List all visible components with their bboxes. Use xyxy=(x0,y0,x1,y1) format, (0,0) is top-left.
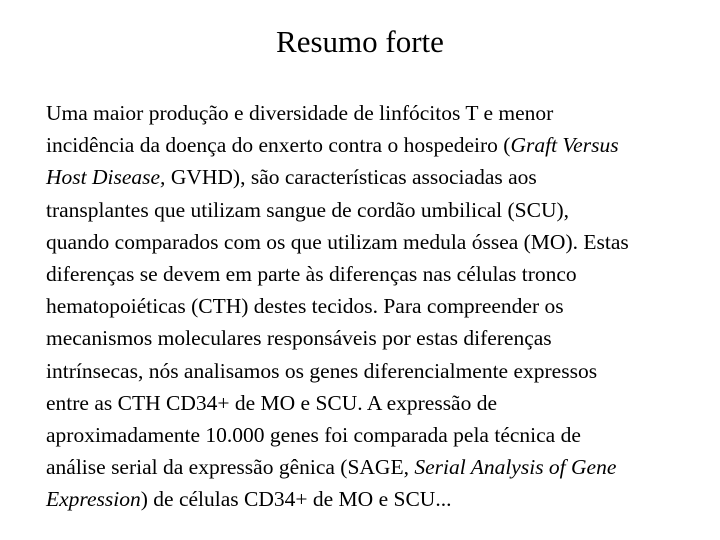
paragraph-line xyxy=(46,322,706,354)
paragraph-line xyxy=(46,290,706,322)
paragraph-line xyxy=(46,129,706,161)
italic-term: Host Disease, xyxy=(46,165,166,190)
text-run: ) de células CD34+ de MO e SCU... xyxy=(140,487,452,512)
text-run: quando comparados com os que utilizam medula óssea (MO). Estas xyxy=(46,229,629,254)
paragraph-line xyxy=(46,194,706,226)
text-run: aproximadamente 10.000 genes foi comparada pela técnica de xyxy=(46,423,581,448)
paragraph-line xyxy=(46,419,706,451)
slide-title: Resumo forte xyxy=(276,24,444,59)
text-run: hematopoiéticas (CTH) destes tecidos. Para compreender os xyxy=(46,294,564,319)
text-run: mecanismos moleculares responsáveis por estas diferenças xyxy=(46,326,552,351)
paragraph-line xyxy=(46,387,706,419)
paragraph-line xyxy=(46,483,706,515)
paragraph-line xyxy=(46,226,706,258)
text-run: análise serial da expressão gênica (SAGE, xyxy=(46,455,415,480)
text-run: transplantes que utilizam sangue de cordão umbilical (SCU), xyxy=(46,197,570,222)
italic-term: Expression xyxy=(46,487,141,512)
paragraph-line xyxy=(46,355,706,387)
paragraph-line xyxy=(46,451,706,483)
paragraph-line xyxy=(46,97,706,129)
text-run: entre as CTH CD34+ de MO e SCU. A expressão de xyxy=(46,390,498,415)
abstract-paragraph xyxy=(46,97,706,516)
text-run: intrínsecas, nós analisamos os genes diferencialmente expressos xyxy=(46,358,598,383)
text-run: incidência da doença do enxerto contra o hospedeiro ( xyxy=(46,133,511,158)
italic-term: Serial Analysis of Gene xyxy=(414,455,617,480)
text-run: Uma maior produção e diversidade de linfócitos T e menor xyxy=(46,101,554,125)
paragraph-line xyxy=(46,258,706,290)
italic-term: Graft Versus xyxy=(510,133,619,158)
paragraph-line xyxy=(46,161,706,193)
text-run: GVHD), são características associadas aos xyxy=(165,165,537,190)
text-run: diferenças se devem em parte às diferenças nas células tronco xyxy=(46,262,577,287)
